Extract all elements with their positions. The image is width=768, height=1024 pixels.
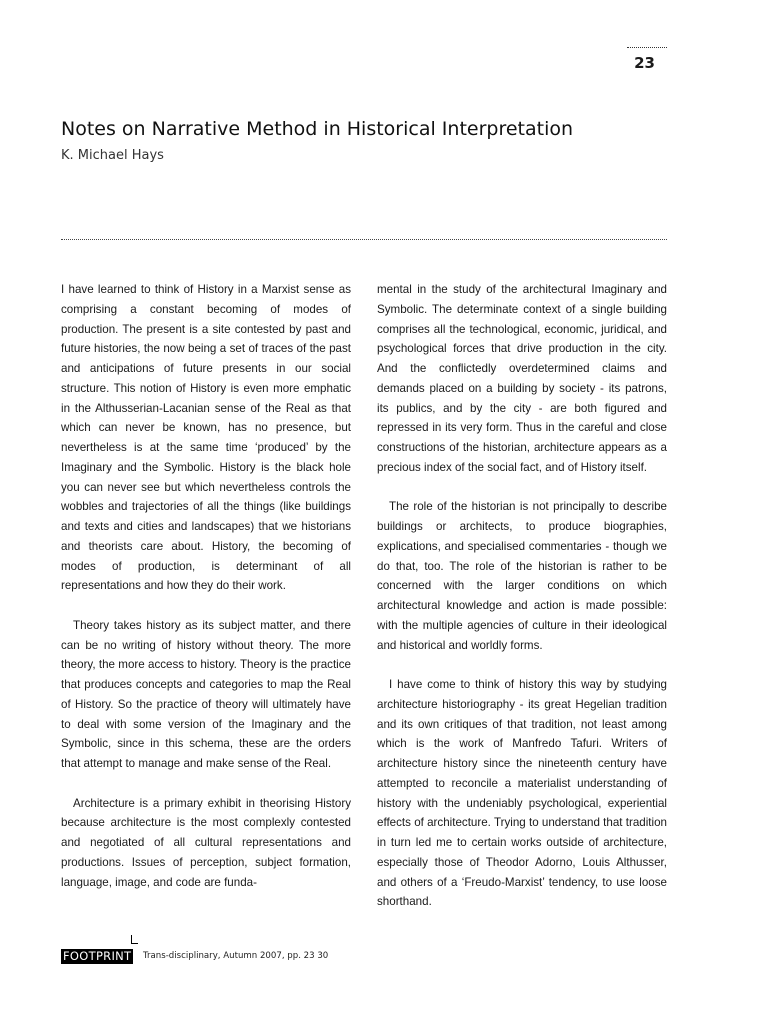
header-divider <box>61 239 667 240</box>
page-number: 23 <box>634 54 655 72</box>
article-author: K. Michael Hays <box>61 148 164 163</box>
paragraph: I have learned to think of History in a Marxist sense as comprising a constant becoming of modes of production. The present is a site contested by past and future histories, the now being a set of traces of the past and anticipations of future presents in our social structure. This notion of History is even more emphatic in the Althusserian-Lacanian sense of the Real as that which can never be known, has no presence, but nevertheless is at the same time ‘produced’ by the Imaginary and the Symbolic. History is the black hole you can never see but which nevertheless controls the wobbles and trajectories of all the things (like buildings and texts and cities and landscapes) that we historians and theorists care about. History, the becoming of modes of production, is determinant of all representations and how they do their work. <box>61 283 351 593</box>
paragraph: The role of the historian is not principally to describe buildings or architects, to produce biographies, explications, and specialised commentaries - though we do that, too. The role of the historian is rather to be concerned with the larger conditions on which architectural knowledge and action is made possible: with the multiple agencies of culture in their ideological and historical and worldly forms. <box>377 500 667 652</box>
paragraph: I have come to think of history this way by studying architecture historiography - its great Hegelian tradition and its own critiques of that tradition, not least among which is the work of Manfredo Tafuri. Writers of architecture history since the nineteenth century have attempted to reconcile a materialist understanding of history with the undeniably psychological, experiential effects of architecture. Trying to understand that tradition in turn led me to certain works outside of architecture, especially those of Theodor Adorno, Louis Althusser, and others of a ‘Freudo-Marxist’ tendency, to use loose shorthand. <box>377 678 667 909</box>
paragraph: mental in the study of the architectural Imaginary and Symbolic. The determinate context of a single building comprises all the technological, economic, juridical, and psychological forces that drive production in the city. And the conflictedly overdetermined claims and demands placed on a building by society - its patrons, its publics, and by the city - are both figured and repressed in its very form. Thus in the careful and close constructions of the historian, architecture appears as a precious index of the social fact, and of History itself. <box>377 283 667 474</box>
journal-citation: Trans-disciplinary, Autumn 2007, pp. 23 30 <box>143 951 329 961</box>
page-number-rule <box>627 47 667 48</box>
article-title: Notes on Narrative Method in Historical Interpretation <box>61 118 574 140</box>
paragraph: Theory takes history as its subject matter, and there can be no writing of history without theory. The more theory, the more access to history. Theory is the practice that produces concepts and categories to map the Real of History. So the practice of theory will ultimately have to deal with some version of the Imaginary and the Symbolic, since in this schema, these are the orders that attempt to manage and make sense of the Real. <box>61 618 351 770</box>
left-column <box>61 280 351 892</box>
right-column <box>377 280 667 912</box>
footer-tick-mark <box>131 935 138 944</box>
footprint-logo: FOOTPRINT <box>63 949 132 963</box>
paragraph: Architecture is a primary exhibit in theorising History because architecture is the most complexly contested and negotiated of all cultural representations and productions. Issues of perception, subject formation, language, image, and code are funda- <box>61 796 351 889</box>
footer <box>61 935 461 965</box>
